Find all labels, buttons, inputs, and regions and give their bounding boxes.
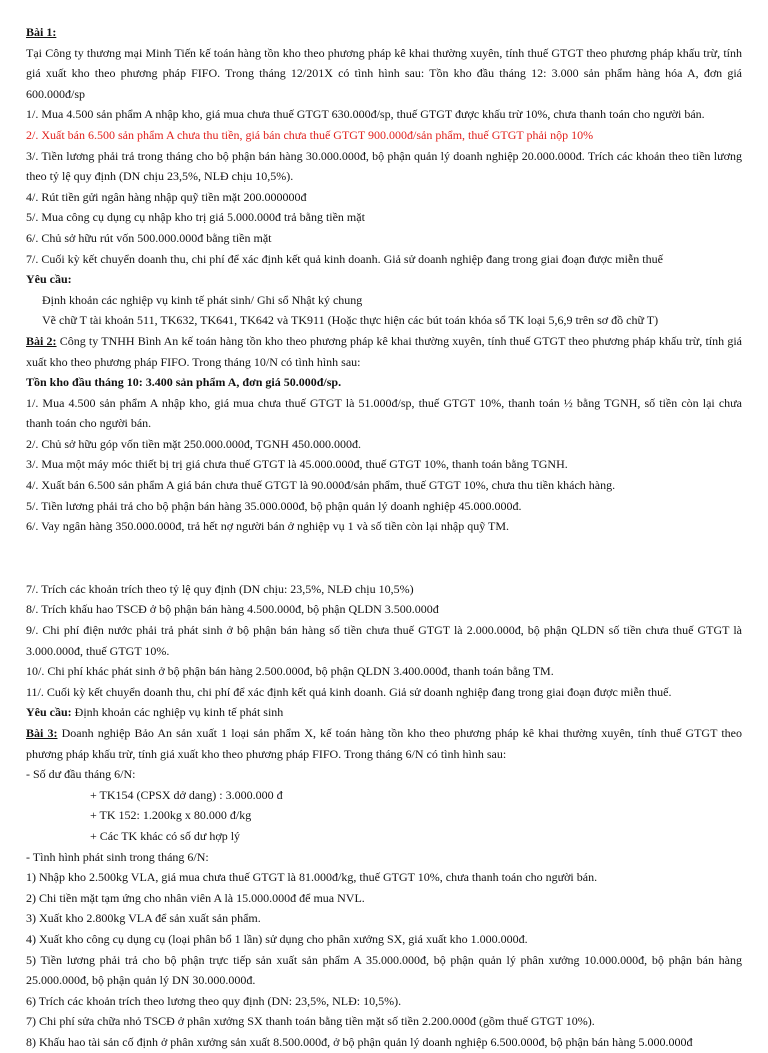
bai1-yeu-cau-2: 2. Vẽ chữ T tài khoản 511, TK632, TK641, TK642 và TK911 (Hoặc thực hiện các bút toán khóa sổ TK loại 5,6,9 trên sơ đồ chữ T) — [42, 310, 742, 331]
bai2-item-7: 7/. Trích các khoản trích theo tỷ lệ quy định (DN chịu: 23,5%, NLĐ chịu 10,5%) — [26, 581, 414, 596]
bai3-so-du-2: + TK 152: 1.200kg x 80.000 đ/kg — [90, 808, 252, 823]
bai3-intro: Doanh nghiệp Bảo An sản xuất 1 loại sản phẩm X, kế toán hàng tồn kho theo phương pháp kê khai thường xuyên, tính thuế GTGT theo phương pháp khấu trừ, tính giá xuất kho theo phương pháp FIFO. Trong tháng 6/N có tình hình sau: — [26, 726, 742, 761]
bai2-item-4: 4/. Xuất bán 6.500 sản phẩm A giá bán chưa thuế GTGT là 90.000đ/sản phẩm, thuế GTGT 10%, chưa thu tiền khách hàng. — [26, 478, 616, 493]
bai3-item-3: 3) Xuất kho 2.800kg VLA để sản xuất sản phẩm. — [26, 911, 261, 926]
bai3-so-du-3: + Các TK khác có số dư hợp lý — [90, 828, 241, 843]
bai2-ton-kho: Tồn kho đầu tháng 10: 3.400 sản phẩm A, đơn giá 50.000đ/sp. — [26, 375, 342, 390]
bai1-item-1: 1/. Mua 4.500 sản phẩm A nhập kho, giá mua chưa thuế GTGT 630.000đ/sp, thuế GTGT được khấu trừ 10%, chưa thanh toán cho người bán. — [26, 107, 705, 122]
bai3-item-8: 8) Khấu hao tài sản cố định ở phân xưởng sản xuất 8.500.000đ, ở bộ phận quản lý doanh nghiệp 6.500.000đ, bộ phận bán hàng 5.000.000đ — [26, 1034, 693, 1049]
bai3-item-1: 1) Nhập kho 2.500kg VLA, giá mua chưa thuế GTGT là 81.000đ/kg, thuế GTGT 10%, chưa thanh toán cho người bán. — [26, 870, 598, 885]
bai2-item-11: 11/. Cuối kỳ kết chuyển doanh thu, chi phí để xác định kết quả kinh doanh. Giả sử doanh nghiệp đang trong giai đoạn được miễn thuế. — [26, 684, 672, 699]
bai2-item-6: 6/. Vay ngân hàng 350.000.000đ, trả hết nợ người bán ở nghiệp vụ 1 và số tiền còn lại nhập quỹ TM. — [26, 519, 510, 534]
bai2-yeu-cau-label: Yêu cầu: — [26, 705, 72, 720]
bai1-item-4: 4/. Rút tiền gửi ngân hàng nhập quỹ tiền mặt 200.000000đ — [26, 189, 307, 204]
bai1-item-7: 7/. Cuối kỳ kết chuyển doanh thu, chi phí để xác định kết quả kinh doanh. Giả sử doanh nghiệp đang trong giai đoạn được miễn thuế — [26, 251, 663, 266]
bai2-yeu-cau-text: Định khoản các nghiệp vụ kinh tế phát sinh — [71, 705, 284, 720]
bai1-yeu-cau-label: Yêu cầu: — [26, 272, 72, 287]
bai2-yeu-cau — [26, 702, 742, 723]
bai3-item-5: 5) Tiền lương phải trả cho bộ phận trực tiếp sản xuất sản phẩm A 35.000.000đ, bộ phận quản lý phân xưởng 10.000.000đ, bộ phận bán hàng 25.000.000đ, bộ phận quản lý DN 30.000.000đ. — [26, 952, 742, 988]
bai3-item-2: 2) Chi tiền mặt tạm ứng cho nhân viên A là 15.000.000đ để mua NVL. — [26, 890, 365, 905]
bai1-intro: Tại Công ty thương mại Minh Tiến kế toán hàng tồn kho theo phương pháp kê khai thường xuyên, tính thuế GTGT theo phương pháp khấu trừ, tính giá xuất kho theo phương pháp FIFO. Trong tháng 12/201X có tình hình sau: Tồn kho đầu tháng 12: 3.000 sản phẩm hàng hóa A, đơn giá 600.000đ/sp — [26, 45, 742, 101]
bai3-title: Bài 3: — [26, 726, 58, 740]
bai2-item-3: 3/. Mua một máy móc thiết bị trị giá chưa thuế GTGT là 45.000.000đ, thuế GTGT 10%, thanh toán bằng TGNH. — [26, 457, 568, 472]
bai3-item-6: 6) Trích các khoản trích theo lương theo quy định (DN: 23,5%, NLĐ: 10,5%). — [26, 993, 402, 1008]
bai3-item-7: 7) Chi phí sửa chữa nhỏ TSCĐ ở phân xưởng SX thanh toán bằng tiền mặt số tiền 2.200.000đ (gồm thuế GTGT 10%). — [26, 1014, 595, 1029]
bai2-item-1: 1/. Mua 4.500 sản phẩm A nhập kho, giá mua chưa thuế GTGT là 51.000đ/sp, thuế GTGT 10%, thanh toán ½ bằng TGNH, số tiền còn lại chưa thanh toán cho người bán. — [26, 395, 742, 431]
bai1-yeu-cau-list — [26, 290, 742, 331]
bai3-item-4: 4) Xuất kho công cụ dụng cụ (loại phân bổ 1 lần) sử dụng cho phân xưởng SX, giá xuất kho 1.000.000đ. — [26, 931, 528, 946]
bai3-so-du-1: + TK154 (CPSX dở dang) : 3.000.000 đ — [90, 787, 283, 802]
bai3-so-du-label: - Số dư đầu tháng 6/N: — [26, 767, 136, 782]
bai2-item-10: 10/. Chi phí khác phát sinh ở bộ phận bán hàng 2.500.000đ, bộ phận QLDN 3.400.000đ, thanh toán bằng TM. — [26, 664, 554, 679]
bai2-item-9: 9/. Chi phí điện nước phải trả phát sinh ở bộ phận bán hàng số tiền chưa thuế GTGT là 2.000.000đ, bộ phận QLDN số tiền chưa thuế GTGT là 3.000.000đ, thuế GTGT 10%. — [26, 623, 742, 658]
bai1-title: Bài 1: — [26, 25, 57, 39]
bai3-heading — [26, 723, 742, 764]
bai1-yeu-cau-1: 1. Định khoản các nghiệp vụ kinh tế phát sinh/ Ghi sổ Nhật ký chung — [42, 290, 742, 311]
bai2-title: Bài 2: — [26, 333, 57, 348]
bai1-item-2: 2/. Xuất bán 6.500 sản phẩm A chưa thu tiền, giá bán chưa thuế GTGT 900.000đ/sản phẩm, thuế GTGT phải nộp 10% — [26, 127, 594, 142]
bai1-item-5: 5/. Mua công cụ dụng cụ nhập kho trị giá 5.000.000đ trả bằng tiền mặt — [26, 210, 365, 225]
page-gap — [26, 537, 742, 579]
bai3-phat-sinh-label: - Tình hình phát sinh trong tháng 6/N: — [26, 849, 209, 864]
bai2-intro: Công ty TNHH Bình An kế toán hàng tồn kho theo phương pháp kê khai thường xuyên, tính thuế GTGT theo phương pháp khấu trừ, tính giá xuất kho theo phương pháp FIFO. Trong tháng 10/N có tình hình sau: — [26, 333, 742, 369]
bai2-heading — [26, 331, 742, 372]
bai2-item-5: 5/. Tiền lương phải trả cho bộ phận bán hàng 35.000.000đ, bộ phận quản lý doanh nghiệp 45.000.000đ. — [26, 498, 522, 513]
bai2-item-2: 2/. Chủ sở hữu góp vốn tiền mặt 250.000.000đ, TGNH 450.000.000đ. — [26, 436, 361, 451]
bai1-item-6: 6/. Chủ sở hữu rút vốn 500.000.000đ bằng tiền mặt — [26, 230, 272, 245]
bai2-item-8: 8/. Trích khấu hao TSCĐ ở bộ phận bán hàng 4.500.000đ, bộ phận QLDN 3.500.000đ — [26, 602, 439, 617]
bai1-item-3: 3/. Tiền lương phải trả trong tháng cho bộ phận bán hàng 30.000.000đ, bộ phận quản lý doanh nghiệp 20.000.000đ. Trích các khoản theo tiền lương theo tỷ lệ quy định (DN chịu 23,5%, NLĐ chịu 10,5%). — [26, 148, 742, 184]
